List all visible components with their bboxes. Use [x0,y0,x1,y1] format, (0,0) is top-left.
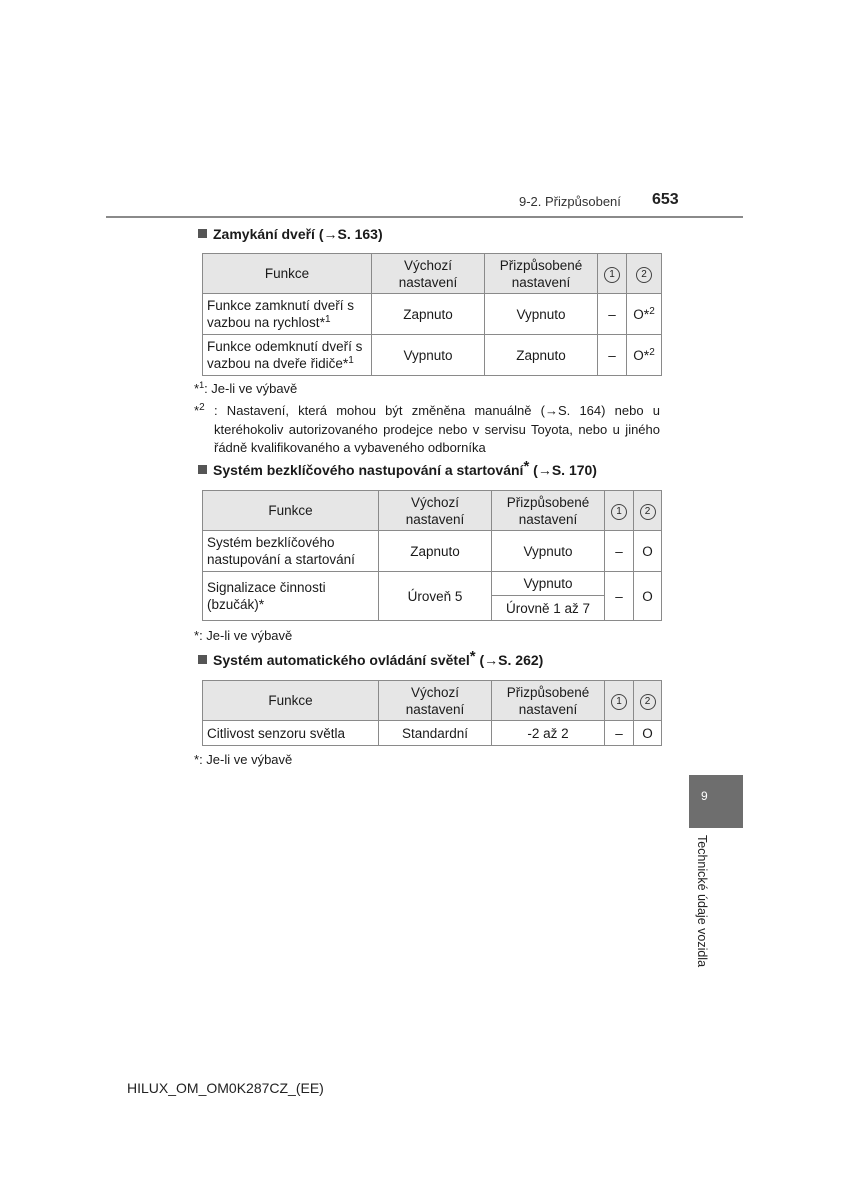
circled-1-icon: 1 [604,267,620,283]
heading-text: Systém bezklíčového nastupování a startování [213,462,524,478]
function-text: Funkce zamknutí dveří s vazbou na rychlost [207,298,355,330]
footnote-mark: * [643,346,650,363]
settings-table-smart-entry [202,490,662,621]
footnote-mark: * [194,403,200,418]
default-cell: Úroveň 5 [379,572,492,621]
page-number: 653 [652,191,679,208]
footnote-mark: * [258,596,265,612]
column-header-default: Výchozí nastavení [372,254,485,294]
section-heading-auto-lights [198,648,544,668]
footnote-mark: * [194,381,200,396]
bullet-square-icon [198,465,207,474]
method-2-cell: O [634,721,662,746]
footnote-mark: * [319,314,326,330]
section-heading-door-lock [198,226,383,242]
method-1-cell: – [605,531,634,572]
method-2-cell: O [634,572,662,621]
column-header-method-2 [634,491,662,531]
heading-text: Zamykání dveří (→S. 163) [213,226,383,242]
default-cell: Zapnuto [379,531,492,572]
custom-cell: Úrovně 1 až 7 [492,596,605,621]
footnote-number: 1 [348,355,354,366]
function-cell [203,335,372,376]
function-text: Signalizace činnosti (bzučák) [207,580,326,612]
heading-text: Systém automatického ovládání světel [213,652,470,668]
footnote-mark: * [342,355,349,371]
footnote-text: : Je-li ve výbavě [204,381,298,396]
method-2-cell: O [634,531,662,572]
column-header-method-1 [605,681,634,721]
heading-reference: (→S. 170) [529,462,597,478]
circled-2-icon: 2 [640,504,656,520]
chapter-number: 9 [701,789,708,803]
footnote-text: : Nastavení, která mohou být změněna manuálně (→S. 164) nebo u kteréhokoliv autorizovaného prodejce nebo v servisu Toyota, nebo u jiného řádně kvalifikovaného a vybaveného odborníka [214,403,660,455]
custom-cell: Zapnuto [485,335,598,376]
method-1-cell: – [598,294,627,335]
bullet-square-icon [198,655,207,664]
footnote-text: : Je-li ve výbavě [199,752,293,767]
document-code: HILUX_OM_OM0K287CZ_(EE) [127,1080,324,1096]
circled-1-icon: 1 [611,504,627,520]
circled-1-icon: 1 [611,694,627,710]
column-header-function: Funkce [203,681,379,721]
table-row [203,294,662,335]
table-row [203,531,662,572]
chapter-tab [689,775,743,828]
method-1-cell: – [598,335,627,376]
method-2-cell [627,335,662,376]
table-header-row [203,681,662,721]
footnote [194,627,292,645]
default-cell: Zapnuto [372,294,485,335]
column-header-default: Výchozí nastavení [379,681,492,721]
circled-2-icon: 2 [640,694,656,710]
heading-reference: (→S. 262) [475,652,544,668]
footnote [194,751,292,769]
column-header-custom: Přizpůsobené nastavení [492,681,605,721]
circled-2-icon: 2 [636,267,652,283]
column-header-custom: Přizpůsobené nastavení [485,254,598,294]
footnote-mark: * [643,305,650,322]
custom-cell: Vypnuto [485,294,598,335]
table-row [203,335,662,376]
table-header-row [203,491,662,531]
column-header-function: Funkce [203,491,379,531]
table-row [203,572,662,596]
settings-table-auto-lights [202,680,662,746]
function-cell [203,294,372,335]
footnote-2 [194,402,660,455]
column-header-custom: Přizpůsobené nastavení [492,491,605,531]
custom-cell: -2 až 2 [492,721,605,746]
table-header-row [203,254,662,294]
footnote-number: 2 [199,402,205,413]
custom-cell: Vypnuto [492,531,605,572]
footnote-mark: * [523,458,530,475]
method-2-value: O [633,347,644,363]
footnote-number: 1 [199,380,205,390]
method-2-value: O [633,306,644,322]
column-header-default: Výchozí nastavení [379,491,492,531]
settings-table-door-lock [202,253,662,376]
function-cell [203,572,379,621]
chapter-label: Technické údaje vozidla [695,835,709,968]
default-cell: Vypnuto [372,335,485,376]
section-title: 9-2. Přizpůsobení [519,194,621,209]
column-header-function: Funkce [203,254,372,294]
footnote-1 [194,380,297,398]
function-cell: Systém bezklíčového nastupování a startování [203,531,379,572]
custom-cell: Vypnuto [492,572,605,596]
footnote-number: 2 [649,346,655,358]
column-header-method-1 [605,491,634,531]
footnote-number: 2 [649,305,655,317]
default-cell: Standardní [379,721,492,746]
column-header-method-1 [598,254,627,294]
footnote-text: : Je-li ve výbavě [199,628,293,643]
function-text: Funkce odemknutí dveří s vazbou na dveře řidiče [207,339,363,371]
header-divider [106,216,743,218]
table-row [203,721,662,746]
column-header-method-2 [627,254,662,294]
function-cell: Citlivost senzoru světla [203,721,379,746]
method-2-cell [627,294,662,335]
footnote-mark: * [469,648,476,665]
footnote-mark: * [194,628,200,643]
footnote-number: 1 [325,314,331,325]
method-1-cell: – [605,572,634,621]
section-heading-smart-entry [198,458,597,478]
bullet-square-icon [198,229,207,238]
footnote-mark: * [194,752,200,767]
column-header-method-2 [634,681,662,721]
method-1-cell: – [605,721,634,746]
